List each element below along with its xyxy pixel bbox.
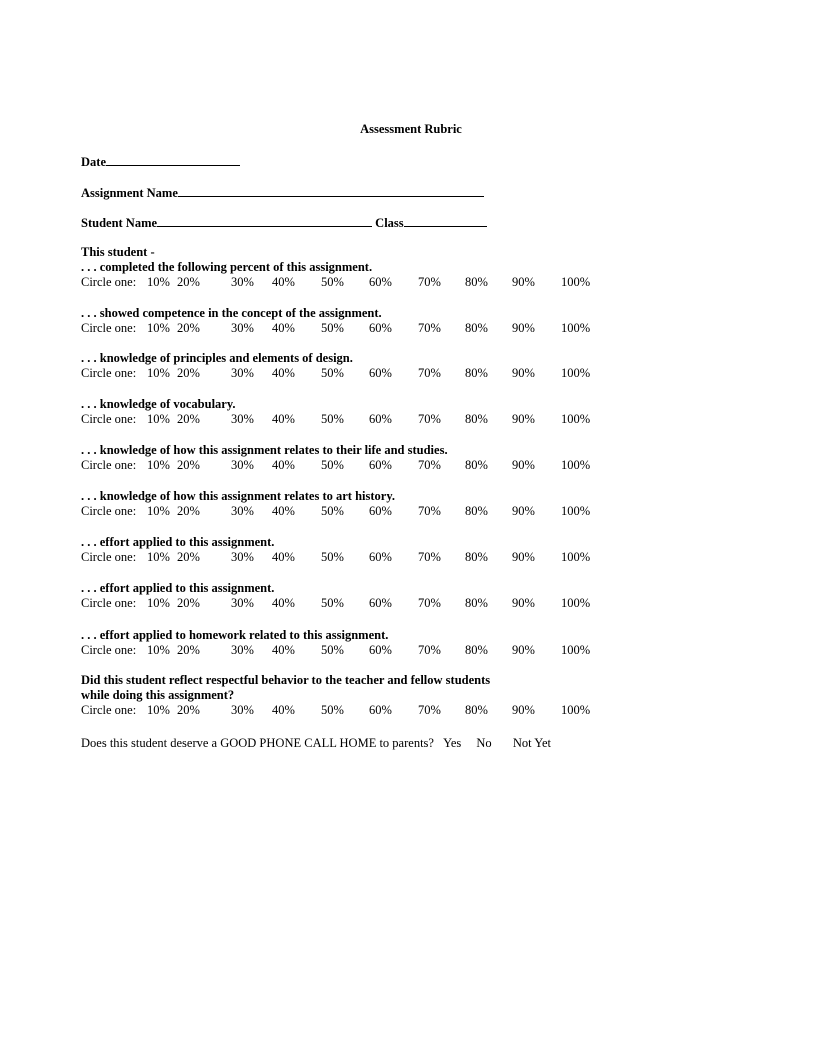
percent-scale bbox=[81, 275, 641, 290]
percent-scale bbox=[81, 550, 641, 565]
percent-option[interactable]: 20% bbox=[177, 550, 200, 564]
percent-option[interactable]: 90% bbox=[512, 458, 535, 472]
percent-option[interactable]: 50% bbox=[321, 643, 344, 657]
circle-one-label: Circle one: bbox=[81, 458, 137, 472]
percent-option[interactable]: 50% bbox=[321, 275, 344, 289]
percent-option[interactable]: 60% bbox=[369, 550, 392, 564]
rubric-item bbox=[81, 673, 641, 718]
percent-option[interactable]: 30% bbox=[231, 458, 254, 472]
percent-scale bbox=[81, 366, 641, 381]
rubric-question-line: while doing this assignment? bbox=[81, 688, 235, 702]
date-label: Date bbox=[81, 155, 106, 169]
percent-option[interactable]: 30% bbox=[231, 412, 254, 426]
percent-option[interactable]: 90% bbox=[512, 366, 535, 380]
percent-option[interactable]: 40% bbox=[272, 703, 295, 717]
percent-option[interactable]: 70% bbox=[418, 504, 441, 518]
percent-option[interactable]: 30% bbox=[231, 550, 254, 564]
percent-option[interactable]: 10% bbox=[147, 275, 170, 289]
percent-option[interactable]: 10% bbox=[147, 412, 170, 426]
rubric-question-line: . . . knowledge of how this assignment relates to their life and studies. bbox=[81, 443, 448, 457]
percent-option[interactable]: 100% bbox=[561, 596, 591, 610]
percent-option[interactable]: 100% bbox=[561, 412, 591, 426]
class-label: Class bbox=[375, 216, 404, 230]
percent-option[interactable]: 90% bbox=[512, 321, 535, 335]
rubric-item bbox=[81, 443, 641, 473]
percent-option[interactable]: 10% bbox=[147, 703, 170, 717]
percent-option[interactable]: 100% bbox=[561, 458, 591, 472]
rubric-item bbox=[81, 489, 641, 519]
percent-option[interactable]: 60% bbox=[369, 643, 392, 657]
option-not-yet[interactable]: Not Yet bbox=[512, 736, 552, 750]
percent-scale bbox=[81, 504, 641, 519]
percent-option[interactable]: 70% bbox=[418, 412, 441, 426]
rubric-item bbox=[81, 260, 641, 290]
date-field bbox=[81, 153, 240, 170]
percent-option[interactable]: 30% bbox=[231, 321, 254, 335]
percent-option[interactable]: 20% bbox=[177, 366, 200, 380]
percent-option[interactable]: 40% bbox=[272, 643, 295, 657]
percent-option[interactable]: 60% bbox=[369, 703, 392, 717]
percent-option[interactable]: 90% bbox=[512, 275, 535, 289]
intro-text: This student - bbox=[81, 245, 155, 259]
percent-option[interactable]: 90% bbox=[512, 643, 535, 657]
percent-option[interactable]: 60% bbox=[369, 596, 392, 610]
percent-option[interactable]: 10% bbox=[147, 504, 170, 518]
option-yes[interactable]: Yes bbox=[443, 736, 462, 750]
rubric-item bbox=[81, 628, 641, 658]
rubric-question-line: . . . knowledge of vocabulary. bbox=[81, 397, 236, 411]
percent-option[interactable]: 80% bbox=[465, 596, 488, 610]
circle-one-label: Circle one: bbox=[81, 643, 137, 657]
percent-option[interactable]: 60% bbox=[369, 458, 392, 472]
percent-option[interactable]: 10% bbox=[147, 458, 170, 472]
percent-option[interactable]: 50% bbox=[321, 458, 344, 472]
circle-one-label: Circle one: bbox=[81, 550, 137, 564]
percent-option[interactable]: 80% bbox=[465, 703, 488, 717]
rubric-question-line: Did this student reflect respectful behavior to the teacher and fellow students bbox=[81, 673, 491, 687]
percent-option[interactable]: 40% bbox=[272, 321, 295, 335]
percent-option[interactable]: 30% bbox=[231, 275, 254, 289]
percent-option[interactable]: 70% bbox=[418, 275, 441, 289]
student-name-label: Student Name bbox=[81, 216, 158, 230]
rubric-item bbox=[81, 535, 641, 565]
page-title: Assessment Rubric bbox=[360, 122, 462, 136]
rubric-item bbox=[81, 351, 641, 381]
percent-option[interactable]: 60% bbox=[369, 321, 392, 335]
percent-option[interactable]: 40% bbox=[272, 550, 295, 564]
percent-option[interactable]: 80% bbox=[465, 643, 488, 657]
percent-option[interactable]: 80% bbox=[465, 550, 488, 564]
percent-option[interactable]: 50% bbox=[321, 504, 344, 518]
date-blank[interactable] bbox=[106, 153, 240, 166]
percent-scale bbox=[81, 321, 641, 336]
percent-option[interactable]: 40% bbox=[272, 504, 295, 518]
percent-option[interactable]: 100% bbox=[561, 366, 591, 380]
percent-scale bbox=[81, 643, 641, 658]
percent-option[interactable]: 40% bbox=[272, 458, 295, 472]
rubric-item bbox=[81, 581, 641, 611]
percent-option[interactable]: 90% bbox=[512, 550, 535, 564]
percent-option[interactable]: 30% bbox=[231, 643, 254, 657]
percent-option[interactable]: 40% bbox=[272, 596, 295, 610]
percent-option[interactable]: 70% bbox=[418, 458, 441, 472]
percent-option[interactable]: 20% bbox=[177, 643, 200, 657]
assignment-name-field bbox=[81, 184, 484, 201]
percent-option[interactable]: 80% bbox=[465, 275, 488, 289]
rubric-question-line: . . . knowledge of principles and elements of design. bbox=[81, 351, 353, 365]
percent-option[interactable]: 20% bbox=[177, 458, 200, 472]
percent-option[interactable]: 30% bbox=[231, 504, 254, 518]
percent-option[interactable]: 90% bbox=[512, 412, 535, 426]
percent-option[interactable]: 50% bbox=[321, 321, 344, 335]
rubric-question-line: . . . effort applied to this assignment. bbox=[81, 581, 275, 595]
percent-option[interactable]: 100% bbox=[561, 703, 591, 717]
percent-option[interactable]: 40% bbox=[272, 412, 295, 426]
percent-option[interactable]: 40% bbox=[272, 366, 295, 380]
student-name-field bbox=[81, 214, 487, 231]
percent-option[interactable]: 70% bbox=[418, 643, 441, 657]
percent-option[interactable]: 60% bbox=[369, 275, 392, 289]
percent-option[interactable]: 10% bbox=[147, 643, 170, 657]
percent-option[interactable]: 20% bbox=[177, 504, 200, 518]
circle-one-label: Circle one: bbox=[81, 703, 137, 717]
phone-call-question bbox=[81, 736, 551, 751]
percent-option[interactable]: 100% bbox=[561, 504, 591, 518]
percent-option[interactable]: 40% bbox=[272, 275, 295, 289]
rubric-question-line: . . . effort applied to homework related to this assignment. bbox=[81, 628, 389, 642]
assignment-name-blank[interactable] bbox=[178, 184, 484, 197]
rubric-item bbox=[81, 306, 641, 336]
percent-option[interactable]: 20% bbox=[177, 703, 200, 717]
percent-option[interactable]: 60% bbox=[369, 504, 392, 518]
percent-option[interactable]: 50% bbox=[321, 412, 344, 426]
percent-option[interactable]: 20% bbox=[177, 412, 200, 426]
percent-option[interactable]: 70% bbox=[418, 703, 441, 717]
percent-option[interactable]: 60% bbox=[369, 412, 392, 426]
percent-option[interactable]: 80% bbox=[465, 504, 488, 518]
percent-option[interactable]: 90% bbox=[512, 703, 535, 717]
percent-option[interactable]: 70% bbox=[418, 366, 441, 380]
percent-option[interactable]: 90% bbox=[512, 504, 535, 518]
circle-one-label: Circle one: bbox=[81, 504, 137, 518]
percent-scale bbox=[81, 703, 641, 718]
percent-option[interactable]: 50% bbox=[321, 366, 344, 380]
percent-option[interactable]: 100% bbox=[561, 321, 591, 335]
circle-one-label: Circle one: bbox=[81, 275, 137, 289]
phone-call-text: Does this student deserve a GOOD PHONE CALL HOME to parents? bbox=[81, 736, 434, 750]
percent-option[interactable]: 80% bbox=[465, 366, 488, 380]
circle-one-label: Circle one: bbox=[81, 596, 137, 610]
percent-option[interactable]: 20% bbox=[177, 596, 200, 610]
rubric-question-line: . . . completed the following percent of this assignment. bbox=[81, 260, 373, 274]
percent-option[interactable]: 90% bbox=[512, 596, 535, 610]
percent-option[interactable]: 70% bbox=[418, 596, 441, 610]
circle-one-label: Circle one: bbox=[81, 412, 137, 426]
rubric-question-line: . . . showed competence in the concept of the assignment. bbox=[81, 306, 382, 320]
rubric-item bbox=[81, 397, 641, 427]
assignment-name-label: Assignment Name bbox=[81, 186, 178, 200]
student-name-blank[interactable] bbox=[157, 214, 372, 227]
rubric-question-line: . . . knowledge of how this assignment relates to art history. bbox=[81, 489, 396, 503]
percent-option[interactable]: 50% bbox=[321, 550, 344, 564]
percent-option[interactable]: 20% bbox=[177, 321, 200, 335]
percent-option[interactable]: 80% bbox=[465, 412, 488, 426]
percent-option[interactable]: 10% bbox=[147, 596, 170, 610]
percent-option[interactable]: 30% bbox=[231, 596, 254, 610]
percent-option[interactable]: 50% bbox=[321, 703, 344, 717]
percent-option[interactable]: 20% bbox=[177, 275, 200, 289]
percent-option[interactable]: 10% bbox=[147, 321, 170, 335]
percent-option[interactable]: 10% bbox=[147, 550, 170, 564]
option-no[interactable]: No bbox=[476, 736, 492, 750]
percent-option[interactable]: 60% bbox=[369, 366, 392, 380]
percent-option[interactable]: 10% bbox=[147, 366, 170, 380]
percent-option[interactable]: 30% bbox=[231, 703, 254, 717]
percent-scale bbox=[81, 412, 641, 427]
percent-option[interactable]: 70% bbox=[418, 321, 441, 335]
rubric-question-line: . . . effort applied to this assignment. bbox=[81, 535, 275, 549]
percent-option[interactable]: 100% bbox=[561, 550, 591, 564]
circle-one-label: Circle one: bbox=[81, 321, 137, 335]
percent-option[interactable]: 100% bbox=[561, 275, 591, 289]
class-blank[interactable] bbox=[404, 214, 487, 227]
percent-option[interactable]: 70% bbox=[418, 550, 441, 564]
percent-scale bbox=[81, 458, 641, 473]
percent-option[interactable]: 30% bbox=[231, 366, 254, 380]
percent-option[interactable]: 80% bbox=[465, 458, 488, 472]
percent-scale bbox=[81, 596, 641, 611]
percent-option[interactable]: 100% bbox=[561, 643, 591, 657]
percent-option[interactable]: 50% bbox=[321, 596, 344, 610]
percent-option[interactable]: 80% bbox=[465, 321, 488, 335]
circle-one-label: Circle one: bbox=[81, 366, 137, 380]
